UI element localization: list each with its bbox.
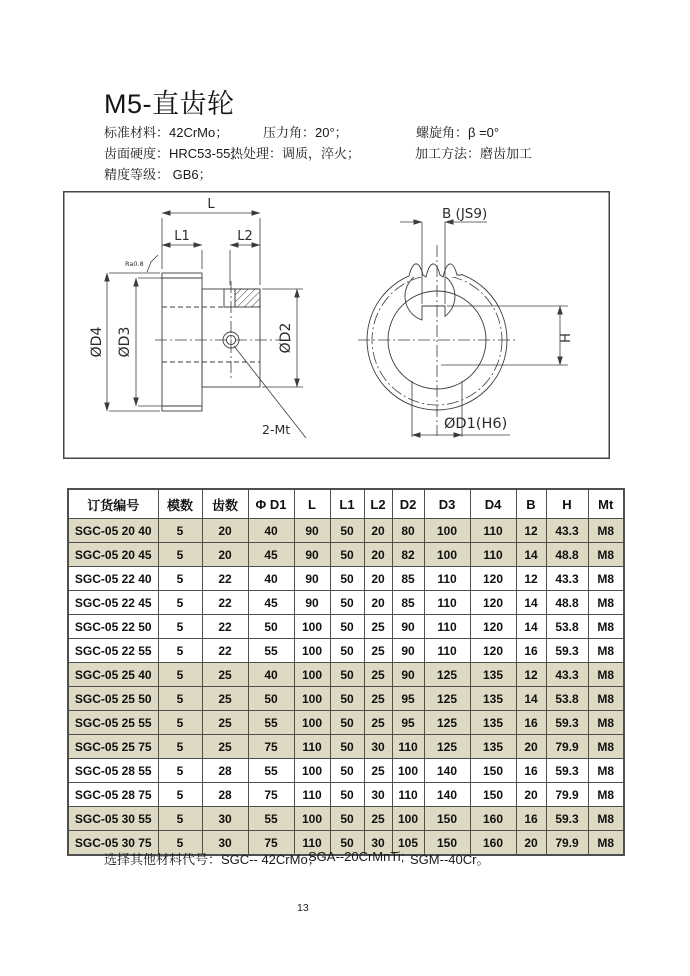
table-cell: 50 bbox=[330, 615, 364, 639]
table-cell: M8 bbox=[588, 831, 624, 856]
table-cell: 14 bbox=[516, 615, 546, 639]
dim-label-2mt: 2-Mt bbox=[262, 422, 291, 437]
table-cell: M8 bbox=[588, 663, 624, 687]
table-cell: 100 bbox=[294, 663, 330, 687]
table-row bbox=[68, 543, 624, 567]
column-header-3: Φ D1 bbox=[248, 489, 294, 519]
table-cell: 43.3 bbox=[546, 567, 588, 591]
table-cell: 150 bbox=[424, 831, 470, 856]
spec-pressure-angle: 压力角：20°； bbox=[263, 125, 348, 140]
table-cell: 5 bbox=[158, 543, 202, 567]
table-cell: 110 bbox=[470, 543, 516, 567]
dim-label-l: L bbox=[207, 197, 215, 212]
table-cell: 50 bbox=[248, 615, 294, 639]
spec-heat-treatment: 热处理：调质，淬火； bbox=[230, 146, 361, 161]
table-cell: SGC-05 20 45 bbox=[68, 543, 158, 567]
table-row bbox=[68, 711, 624, 735]
table-cell: 16 bbox=[516, 711, 546, 735]
table-cell: 50 bbox=[330, 543, 364, 567]
table-cell: 75 bbox=[248, 783, 294, 807]
table-cell: 125 bbox=[424, 711, 470, 735]
table-cell: 25 bbox=[364, 687, 392, 711]
table-cell: 100 bbox=[424, 519, 470, 543]
table-cell: 100 bbox=[294, 711, 330, 735]
table-cell: M8 bbox=[588, 735, 624, 759]
material-code-note-sga: SGA--20CrMnTi; bbox=[308, 849, 405, 864]
table-cell: 20 bbox=[364, 519, 392, 543]
table-cell: 140 bbox=[424, 783, 470, 807]
table-row bbox=[68, 783, 624, 807]
table-cell: 95 bbox=[392, 687, 424, 711]
technical-drawing bbox=[63, 191, 610, 459]
column-header-2: 齿数 bbox=[202, 489, 248, 519]
bore-keyway bbox=[405, 271, 455, 320]
table-row bbox=[68, 519, 624, 543]
table-cell: 55 bbox=[248, 639, 294, 663]
table-cell: M8 bbox=[588, 591, 624, 615]
column-header-6: L2 bbox=[364, 489, 392, 519]
table-row bbox=[68, 663, 624, 687]
table-cell: 25 bbox=[364, 615, 392, 639]
table-cell: 79.9 bbox=[546, 831, 588, 856]
table-cell: 140 bbox=[424, 759, 470, 783]
table-cell: SGC-05 28 55 bbox=[68, 759, 158, 783]
side-view bbox=[89, 197, 306, 438]
table-cell: 90 bbox=[392, 639, 424, 663]
table-cell: 25 bbox=[364, 639, 392, 663]
table-cell: 14 bbox=[516, 687, 546, 711]
table-cell: 5 bbox=[158, 759, 202, 783]
table-cell: SGC-05 20 40 bbox=[68, 519, 158, 543]
table-cell: 90 bbox=[294, 591, 330, 615]
table-cell: M8 bbox=[588, 543, 624, 567]
table-cell: 30 bbox=[364, 783, 392, 807]
table-cell: 30 bbox=[364, 831, 392, 856]
table-cell: 40 bbox=[248, 519, 294, 543]
table-cell: 14 bbox=[516, 543, 546, 567]
column-header-9: D4 bbox=[470, 489, 516, 519]
dim-label-d1: ØD1(H6) bbox=[444, 416, 508, 432]
table-cell: 110 bbox=[424, 639, 470, 663]
table-cell: 110 bbox=[424, 591, 470, 615]
table-cell: 82 bbox=[392, 543, 424, 567]
table-row bbox=[68, 807, 624, 831]
table-cell: 125 bbox=[424, 663, 470, 687]
table-cell: 150 bbox=[470, 783, 516, 807]
table-cell: SGC-05 25 55 bbox=[68, 711, 158, 735]
table-row bbox=[68, 567, 624, 591]
column-header-4: L bbox=[294, 489, 330, 519]
dim-label-b: B (JS9) bbox=[442, 206, 488, 222]
table-cell: 25 bbox=[202, 735, 248, 759]
table-cell: 16 bbox=[516, 639, 546, 663]
table-cell: 120 bbox=[470, 567, 516, 591]
column-header-10: B bbox=[516, 489, 546, 519]
table-cell: 75 bbox=[248, 831, 294, 856]
table-row bbox=[68, 639, 624, 663]
table-cell: 53.8 bbox=[546, 615, 588, 639]
table-cell: SGC-05 22 45 bbox=[68, 591, 158, 615]
keyway-section-hatch bbox=[235, 289, 260, 307]
table-cell: 160 bbox=[470, 831, 516, 856]
table-cell: 59.3 bbox=[546, 711, 588, 735]
table-cell: SGC-05 25 40 bbox=[68, 663, 158, 687]
table-cell: 55 bbox=[248, 711, 294, 735]
table-cell: 5 bbox=[158, 783, 202, 807]
table-cell: SGC-05 28 75 bbox=[68, 783, 158, 807]
table-cell: M8 bbox=[588, 615, 624, 639]
table-cell: 5 bbox=[158, 687, 202, 711]
table-cell: 90 bbox=[294, 519, 330, 543]
table-cell: 25 bbox=[364, 759, 392, 783]
spec-machining: 加工方法：磨齿加工 bbox=[415, 146, 533, 161]
table-cell: 30 bbox=[202, 831, 248, 856]
table-cell: 25 bbox=[202, 663, 248, 687]
table-cell: 20 bbox=[516, 831, 546, 856]
table-row bbox=[68, 735, 624, 759]
table-cell: 16 bbox=[516, 807, 546, 831]
dim-label-l1: L1 bbox=[174, 229, 190, 244]
table-cell: 28 bbox=[202, 759, 248, 783]
table-cell: 12 bbox=[516, 519, 546, 543]
front-view bbox=[358, 206, 574, 437]
table-cell: 20 bbox=[202, 519, 248, 543]
table-cell: 20 bbox=[516, 735, 546, 759]
table-cell: SGC-05 22 50 bbox=[68, 615, 158, 639]
table-cell: 22 bbox=[202, 591, 248, 615]
table-cell: SGC-05 22 40 bbox=[68, 567, 158, 591]
table-cell: 50 bbox=[330, 519, 364, 543]
table-cell: 50 bbox=[330, 759, 364, 783]
material-code-note: 选择其他材料代号：SGC-- 42CrMo； bbox=[104, 852, 321, 867]
table-cell: 59.3 bbox=[546, 639, 588, 663]
table-cell: 80 bbox=[392, 519, 424, 543]
column-header-12: Mt bbox=[588, 489, 624, 519]
table-cell: 100 bbox=[294, 807, 330, 831]
table-cell: 110 bbox=[294, 831, 330, 856]
table-cell: 50 bbox=[330, 807, 364, 831]
table-cell: 5 bbox=[158, 831, 202, 856]
table-cell: 150 bbox=[424, 807, 470, 831]
table-cell: 50 bbox=[330, 711, 364, 735]
table-cell: 5 bbox=[158, 663, 202, 687]
table-cell: 100 bbox=[424, 543, 470, 567]
table-cell: M8 bbox=[588, 519, 624, 543]
table-cell: 20 bbox=[364, 591, 392, 615]
table-cell: M8 bbox=[588, 783, 624, 807]
table-cell: SGC-05 25 50 bbox=[68, 687, 158, 711]
table-cell: 40 bbox=[248, 567, 294, 591]
spec-accuracy-grade: 精度等级： GB6； bbox=[104, 167, 212, 182]
table-cell: 5 bbox=[158, 711, 202, 735]
table-cell: 20 bbox=[364, 543, 392, 567]
table-cell: 43.3 bbox=[546, 663, 588, 687]
table-cell: 14 bbox=[516, 591, 546, 615]
table-cell: 20 bbox=[516, 783, 546, 807]
table-cell: 25 bbox=[364, 663, 392, 687]
table-cell: 110 bbox=[392, 783, 424, 807]
column-header-7: D2 bbox=[392, 489, 424, 519]
surface-finish-label: Ra0.8 bbox=[125, 260, 144, 268]
spec-table bbox=[67, 488, 625, 856]
table-cell: 135 bbox=[470, 735, 516, 759]
table-cell: 5 bbox=[158, 591, 202, 615]
table-cell: 79.9 bbox=[546, 735, 588, 759]
table-cell: 12 bbox=[516, 663, 546, 687]
table-row bbox=[68, 615, 624, 639]
table-cell: 5 bbox=[158, 615, 202, 639]
table-cell: 50 bbox=[330, 663, 364, 687]
table-cell: 20 bbox=[364, 567, 392, 591]
table-cell: 48.8 bbox=[546, 591, 588, 615]
table-cell: 25 bbox=[364, 711, 392, 735]
surface-finish-icon bbox=[147, 255, 158, 272]
table-cell: 90 bbox=[294, 543, 330, 567]
table-cell: 100 bbox=[294, 687, 330, 711]
page-number: 13 bbox=[297, 902, 309, 914]
dim-label-d3: ØD3 bbox=[117, 326, 133, 358]
table-cell: 50 bbox=[330, 687, 364, 711]
table-cell: 110 bbox=[294, 783, 330, 807]
table-cell: 50 bbox=[330, 831, 364, 856]
table-cell: 100 bbox=[392, 807, 424, 831]
table-cell: 55 bbox=[248, 807, 294, 831]
table-cell: 150 bbox=[470, 759, 516, 783]
table-cell: 110 bbox=[294, 735, 330, 759]
drawing-border bbox=[64, 192, 610, 459]
spec-material: 标准材料：42CrMo； bbox=[104, 125, 229, 140]
spec-table-container bbox=[67, 488, 625, 856]
table-cell: 110 bbox=[470, 519, 516, 543]
table-cell: 25 bbox=[364, 807, 392, 831]
table-cell: 50 bbox=[248, 687, 294, 711]
table-cell: SGC-05 22 55 bbox=[68, 639, 158, 663]
dim-label-h: H bbox=[559, 333, 574, 343]
table-cell: 43.3 bbox=[546, 519, 588, 543]
dim-label-d2: ØD2 bbox=[278, 322, 294, 354]
table-cell: 22 bbox=[202, 639, 248, 663]
table-cell: M8 bbox=[588, 639, 624, 663]
table-cell: 120 bbox=[470, 639, 516, 663]
table-cell: 16 bbox=[516, 759, 546, 783]
table-cell: 59.3 bbox=[546, 807, 588, 831]
table-cell: 55 bbox=[248, 759, 294, 783]
table-cell: 22 bbox=[202, 567, 248, 591]
table-cell: 12 bbox=[516, 567, 546, 591]
table-cell: 85 bbox=[392, 567, 424, 591]
table-cell: 90 bbox=[392, 663, 424, 687]
table-cell: 48.8 bbox=[546, 543, 588, 567]
table-cell: M8 bbox=[588, 711, 624, 735]
table-cell: 45 bbox=[248, 591, 294, 615]
table-header-row bbox=[68, 489, 624, 519]
table-cell: 59.3 bbox=[546, 759, 588, 783]
table-cell: 125 bbox=[424, 735, 470, 759]
table-cell: 90 bbox=[392, 615, 424, 639]
table-cell: 100 bbox=[392, 759, 424, 783]
table-cell: M8 bbox=[588, 687, 624, 711]
table-cell: 110 bbox=[424, 615, 470, 639]
table-cell: 75 bbox=[248, 735, 294, 759]
table-cell: M8 bbox=[588, 567, 624, 591]
table-cell: 20 bbox=[202, 543, 248, 567]
table-cell: 125 bbox=[424, 687, 470, 711]
column-header-8: D3 bbox=[424, 489, 470, 519]
table-cell: 5 bbox=[158, 567, 202, 591]
table-row bbox=[68, 591, 624, 615]
table-cell: 79.9 bbox=[546, 783, 588, 807]
table-cell: 50 bbox=[330, 567, 364, 591]
dim-label-d4: ØD4 bbox=[89, 326, 105, 358]
material-code-note-sgm: SGM--40Cr。 bbox=[410, 852, 490, 867]
table-cell: 120 bbox=[470, 615, 516, 639]
table-cell: SGC-05 30 75 bbox=[68, 831, 158, 856]
dim-label-l2: L2 bbox=[237, 229, 253, 244]
table-cell: 105 bbox=[392, 831, 424, 856]
table-cell: 120 bbox=[470, 591, 516, 615]
table-cell: 135 bbox=[470, 711, 516, 735]
table-cell: 25 bbox=[202, 711, 248, 735]
table-cell: SGC-05 30 55 bbox=[68, 807, 158, 831]
table-row bbox=[68, 759, 624, 783]
table-cell: 160 bbox=[470, 807, 516, 831]
table-cell: 30 bbox=[202, 807, 248, 831]
table-cell: 40 bbox=[248, 663, 294, 687]
table-cell: 30 bbox=[364, 735, 392, 759]
table-cell: 95 bbox=[392, 711, 424, 735]
column-header-11: H bbox=[546, 489, 588, 519]
table-cell: 50 bbox=[330, 735, 364, 759]
table-cell: 100 bbox=[294, 639, 330, 663]
table-cell: 28 bbox=[202, 783, 248, 807]
table-cell: 50 bbox=[330, 639, 364, 663]
table-cell: SGC-05 25 75 bbox=[68, 735, 158, 759]
table-cell: 100 bbox=[294, 759, 330, 783]
table-cell: 90 bbox=[294, 567, 330, 591]
column-header-1: 模数 bbox=[158, 489, 202, 519]
table-cell: 5 bbox=[158, 735, 202, 759]
spec-helix-angle: 螺旋角：β =0° bbox=[416, 125, 500, 140]
table-cell: 110 bbox=[392, 735, 424, 759]
table-cell: 5 bbox=[158, 639, 202, 663]
table-cell: 5 bbox=[158, 807, 202, 831]
table-cell: 110 bbox=[424, 567, 470, 591]
table-cell: 50 bbox=[330, 591, 364, 615]
spec-hardness: 齿面硬度：HRC53-55； bbox=[104, 146, 244, 161]
column-header-0: 订货编号 bbox=[68, 489, 158, 519]
table-cell: 22 bbox=[202, 615, 248, 639]
table-cell: 25 bbox=[202, 687, 248, 711]
table-cell: 135 bbox=[470, 663, 516, 687]
column-header-5: L1 bbox=[330, 489, 364, 519]
page-title: M5-直齿轮 bbox=[104, 89, 235, 119]
table-cell: M8 bbox=[588, 807, 624, 831]
table-cell: 50 bbox=[330, 783, 364, 807]
table-cell: 85 bbox=[392, 591, 424, 615]
table-cell: 5 bbox=[158, 519, 202, 543]
table-cell: M8 bbox=[588, 759, 624, 783]
table-cell: 45 bbox=[248, 543, 294, 567]
table-cell: 53.8 bbox=[546, 687, 588, 711]
table-row bbox=[68, 687, 624, 711]
table-cell: 100 bbox=[294, 615, 330, 639]
table-cell: 135 bbox=[470, 687, 516, 711]
